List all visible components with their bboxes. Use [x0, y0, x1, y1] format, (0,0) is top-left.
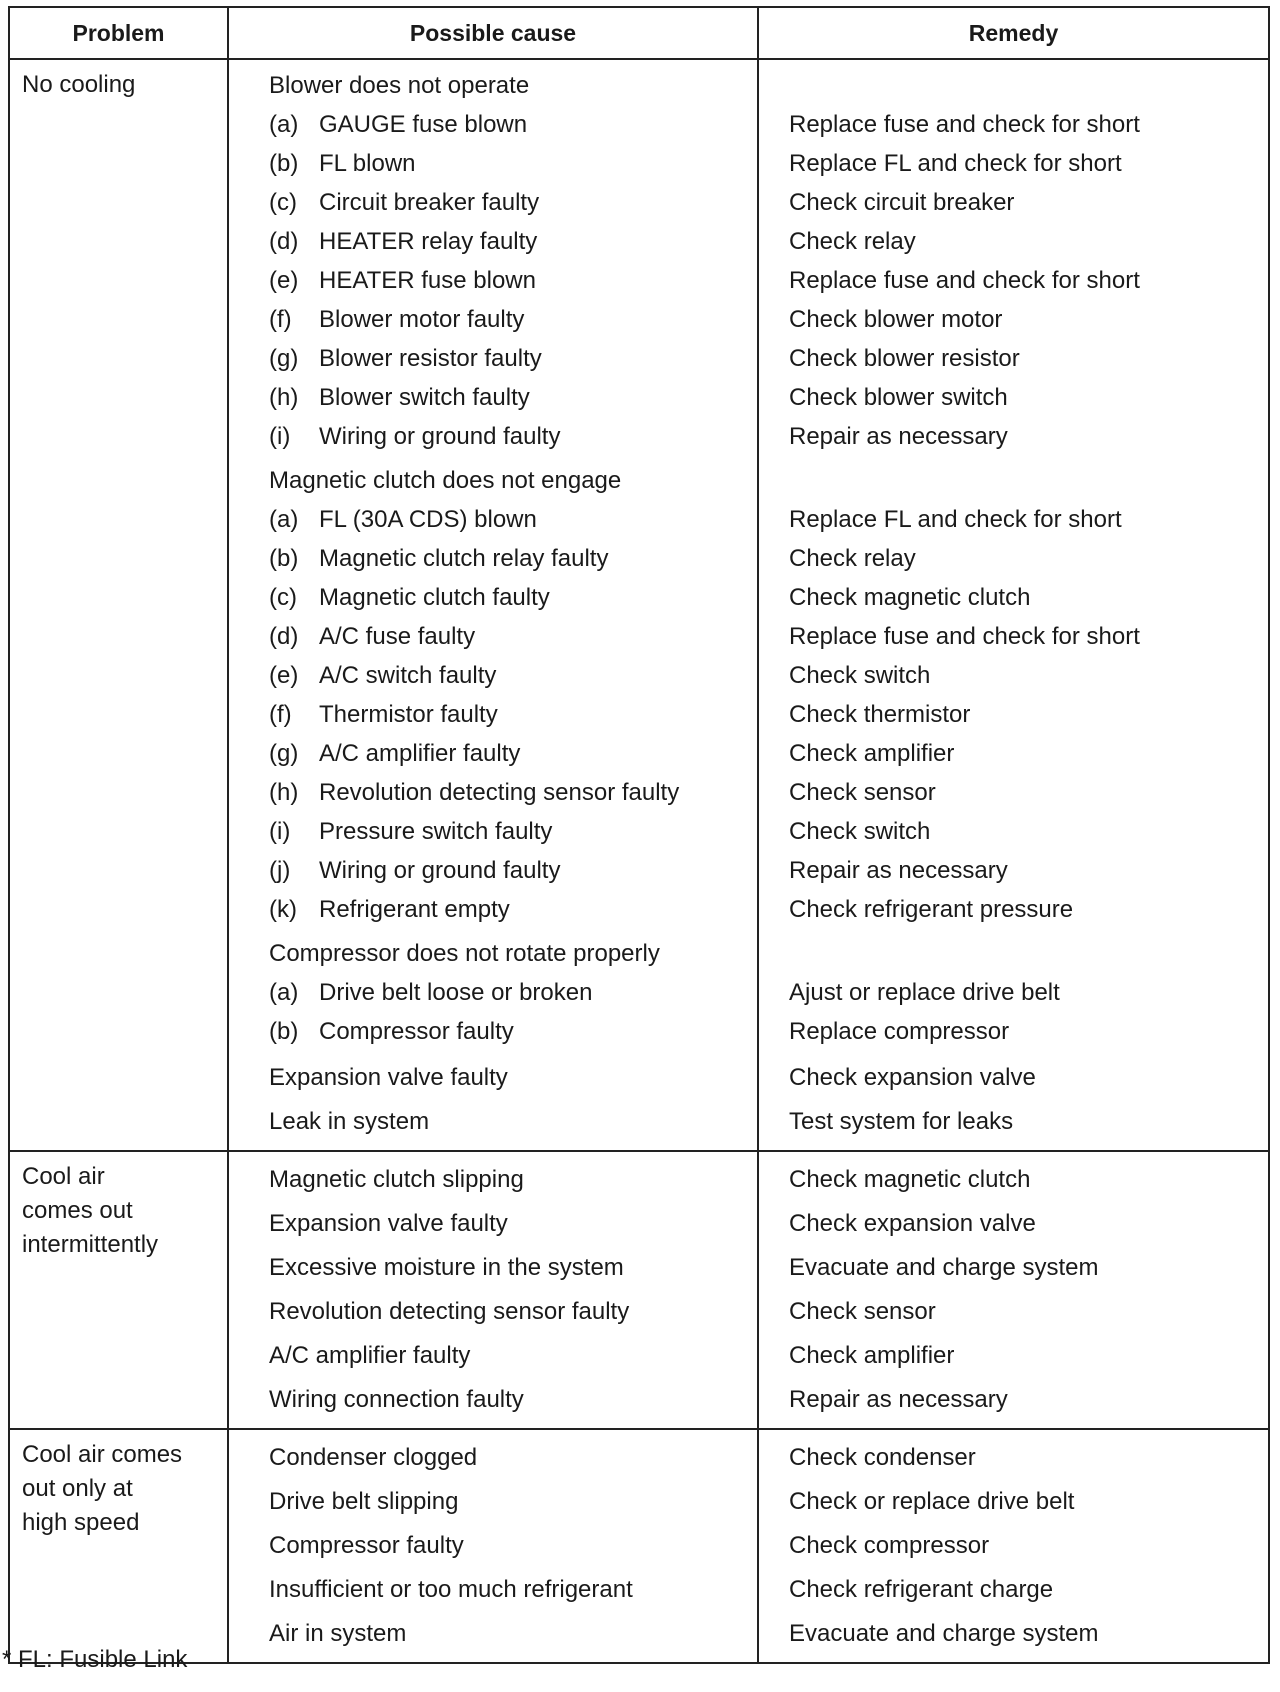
- problem-text-line: high speed: [22, 1509, 140, 1536]
- header-possible-cause: Possible cause: [228, 7, 758, 59]
- cause-item: [269, 851, 757, 890]
- cause-item-letter: (k): [269, 896, 297, 923]
- remedy-list: [759, 1436, 1268, 1656]
- cause-item-letter: (f): [269, 306, 292, 333]
- cause-item: [269, 183, 757, 222]
- remedy-item: Check expansion valve: [789, 1210, 1036, 1237]
- header-problem: Problem: [9, 7, 228, 59]
- cause-cell: [228, 1151, 758, 1429]
- cause-item: [269, 656, 757, 695]
- remedy-item: Check amplifier: [789, 740, 955, 767]
- remedy-cell: [758, 1151, 1269, 1429]
- remedy-item: Check amplifier: [789, 1342, 955, 1369]
- cause-item-letter: (b): [269, 545, 299, 572]
- remedy-item: Check refrigerant pressure: [789, 896, 1074, 923]
- cause-group-heading: Blower does not operate: [269, 72, 530, 99]
- remedy-item: Replace fuse and check for short: [789, 111, 1140, 138]
- cause-item-text: Blower motor faulty: [319, 306, 525, 333]
- remedy-item: Check relay: [789, 228, 916, 255]
- cause-item: Wiring connection faulty: [269, 1386, 524, 1413]
- problem-cell: [9, 1429, 228, 1663]
- remedy-cell: [758, 59, 1269, 1151]
- cause-item: [269, 773, 757, 812]
- cause-item-letter: (e): [269, 662, 299, 689]
- remedy-item: Repair as necessary: [789, 423, 1008, 450]
- cause-item-letter: (j): [269, 857, 291, 884]
- cause-cell: [228, 1429, 758, 1663]
- cause-item-text: Circuit breaker faulty: [319, 189, 540, 216]
- remedy-list: [759, 1158, 1268, 1422]
- remedy-item: Check thermistor: [789, 701, 971, 728]
- remedy-item: Check magnetic clutch: [789, 584, 1031, 611]
- cause-item-text: Drive belt loose or broken: [319, 979, 593, 1006]
- cause-item-text: Blower switch faulty: [319, 384, 530, 411]
- cause-item-text: Compressor faulty: [319, 1018, 514, 1045]
- cause-item-text: Refrigerant empty: [319, 896, 510, 923]
- remedy-item: Check relay: [789, 545, 916, 572]
- cause-item-text: Magnetic clutch relay faulty: [319, 545, 609, 572]
- cause-item-text: Pressure switch faulty: [319, 818, 553, 845]
- remedy-item: Replace fuse and check for short: [789, 623, 1140, 650]
- cause-item: Expansion valve faulty: [269, 1210, 508, 1237]
- table-body: [9, 59, 1269, 1663]
- cause-list: [229, 1436, 757, 1656]
- cause-item: [269, 261, 757, 300]
- cause-item: Air in system: [269, 1620, 407, 1647]
- remedy-item: Replace FL and check for short: [789, 150, 1122, 177]
- cause-item-letter: (a): [269, 111, 299, 138]
- cause-item-letter: (a): [269, 506, 299, 533]
- cause-item-text: A/C switch faulty: [319, 662, 497, 689]
- cause-item-letter: (e): [269, 267, 299, 294]
- cause-item: [269, 695, 757, 734]
- cause-item-letter: (c): [269, 584, 297, 611]
- cause-item-text: A/C fuse faulty: [319, 623, 476, 650]
- footnote: * FL: Fusible Link: [2, 1646, 188, 1673]
- cause-group-heading: Magnetic clutch does not engage: [269, 467, 622, 494]
- cause-cell: [228, 59, 758, 1151]
- cause-group-heading: Compressor does not rotate properly: [269, 940, 660, 967]
- cause-item: [269, 734, 757, 773]
- remedy-item: Check compressor: [789, 1532, 990, 1559]
- cause-item-letter: (b): [269, 150, 299, 177]
- remedy-spacer: [789, 66, 1268, 105]
- remedy-item: Check blower motor: [789, 306, 1003, 333]
- cause-item-text: Magnetic clutch faulty: [319, 584, 550, 611]
- cause-item-text: FL blown: [319, 150, 416, 177]
- cause-item-text: Wiring or ground faulty: [319, 423, 561, 450]
- cause-item-text: Blower resistor faulty: [319, 345, 542, 372]
- cause-item-letter: (g): [269, 345, 299, 372]
- remedy-item: Check expansion valve: [789, 1064, 1036, 1091]
- header-remedy: Remedy: [758, 7, 1269, 59]
- cause-item: A/C amplifier faulty: [269, 1342, 471, 1369]
- section-row: [9, 1429, 1269, 1663]
- header-row: [9, 7, 1269, 59]
- remedy-item: Replace FL and check for short: [789, 506, 1122, 533]
- remedy-item: Check blower resistor: [789, 345, 1020, 372]
- cause-item: Compressor faulty: [269, 1532, 464, 1559]
- cause-item: [269, 812, 757, 851]
- remedy-item: Test system for leaks: [789, 1108, 1014, 1135]
- cause-item: Magnetic clutch slipping: [269, 1166, 524, 1193]
- cause-item-letter: (d): [269, 623, 299, 650]
- cause-list: [229, 66, 757, 1144]
- problem-text-line: No cooling: [22, 71, 136, 98]
- cause-item: [269, 222, 757, 261]
- problem-text-line: intermittently: [22, 1231, 159, 1258]
- remedy-item: Check circuit breaker: [789, 189, 1015, 216]
- remedy-item: Check condenser: [789, 1444, 976, 1471]
- remedy-item: Check switch: [789, 662, 931, 689]
- section-row: [9, 59, 1269, 1151]
- remedy-spacer: [789, 461, 1268, 500]
- cause-item-text: HEATER relay faulty: [319, 228, 538, 255]
- cause-item: [269, 144, 757, 183]
- remedy-item: Replace compressor: [789, 1018, 1010, 1045]
- cause-item-text: FL (30A CDS) blown: [319, 506, 537, 533]
- cause-item: [269, 1012, 757, 1051]
- cause-item-letter: (h): [269, 779, 299, 806]
- remedy-item: Check switch: [789, 818, 931, 845]
- remedy-item: Check blower switch: [789, 384, 1008, 411]
- cause-item: Drive belt slipping: [269, 1488, 459, 1515]
- cause-item-text: A/C amplifier faulty: [319, 740, 521, 767]
- remedy-item: Check sensor: [789, 1298, 936, 1325]
- cause-item-text: GAUGE fuse blown: [319, 111, 528, 138]
- cause-item: [269, 617, 757, 656]
- cause-item-letter: (g): [269, 740, 299, 767]
- cause-item: [269, 105, 757, 144]
- cause-list: [229, 1158, 757, 1422]
- cause-item-text: HEATER fuse blown: [319, 267, 536, 294]
- cause-item: [269, 500, 757, 539]
- cause-item: Insufficient or too much refrigerant: [269, 1576, 633, 1603]
- remedy-item: Check magnetic clutch: [789, 1166, 1031, 1193]
- cause-item-letter: (i): [269, 818, 291, 845]
- troubleshooting-table: [8, 6, 1270, 1664]
- cause-item-text: Thermistor faulty: [319, 701, 498, 728]
- problem-text-line: Cool air: [22, 1163, 105, 1190]
- cause-item: [269, 300, 757, 339]
- remedy-spacer: [789, 934, 1268, 973]
- remedy-item: Ajust or replace drive belt: [789, 979, 1060, 1006]
- remedy-item: Replace fuse and check for short: [789, 267, 1140, 294]
- section-row: [9, 1151, 1269, 1429]
- cause-item-letter: (i): [269, 423, 291, 450]
- remedy-list: [759, 66, 1268, 1144]
- cause-item-letter: (c): [269, 189, 297, 216]
- cause-item: Excessive moisture in the system: [269, 1254, 624, 1281]
- cause-item-letter: (h): [269, 384, 299, 411]
- cause-item-letter: (d): [269, 228, 299, 255]
- cause-item: Leak in system: [269, 1108, 430, 1135]
- remedy-item: Repair as necessary: [789, 857, 1008, 884]
- problem-cell: [9, 59, 228, 1151]
- cause-item: [269, 339, 757, 378]
- cause-item: [269, 378, 757, 417]
- problem-text-line: out only at: [22, 1475, 133, 1502]
- problem-text-line: comes out: [22, 1197, 133, 1224]
- cause-item: [269, 890, 757, 929]
- remedy-cell: [758, 1429, 1269, 1663]
- cause-item: [269, 973, 757, 1012]
- remedy-item: Repair as necessary: [789, 1386, 1008, 1413]
- cause-item-text: Wiring or ground faulty: [319, 857, 561, 884]
- remedy-item: Evacuate and charge system: [789, 1620, 1099, 1647]
- cause-item: [269, 539, 757, 578]
- problem-cell: [9, 1151, 228, 1429]
- cause-item-letter: (f): [269, 701, 292, 728]
- cause-item: Expansion valve faulty: [269, 1064, 508, 1091]
- cause-item: [269, 417, 757, 456]
- cause-item: Revolution detecting sensor faulty: [269, 1298, 630, 1325]
- remedy-item: Check sensor: [789, 779, 936, 806]
- cause-item-letter: (a): [269, 979, 299, 1006]
- cause-item-text: Revolution detecting sensor faulty: [319, 779, 680, 806]
- remedy-item: Evacuate and charge system: [789, 1254, 1099, 1281]
- remedy-item: Check or replace drive belt: [789, 1488, 1075, 1515]
- cause-item-letter: (b): [269, 1018, 299, 1045]
- cause-item: [269, 578, 757, 617]
- problem-text-line: Cool air comes: [22, 1441, 183, 1468]
- remedy-item: Check refrigerant charge: [789, 1576, 1054, 1603]
- cause-item: Condenser clogged: [269, 1444, 478, 1471]
